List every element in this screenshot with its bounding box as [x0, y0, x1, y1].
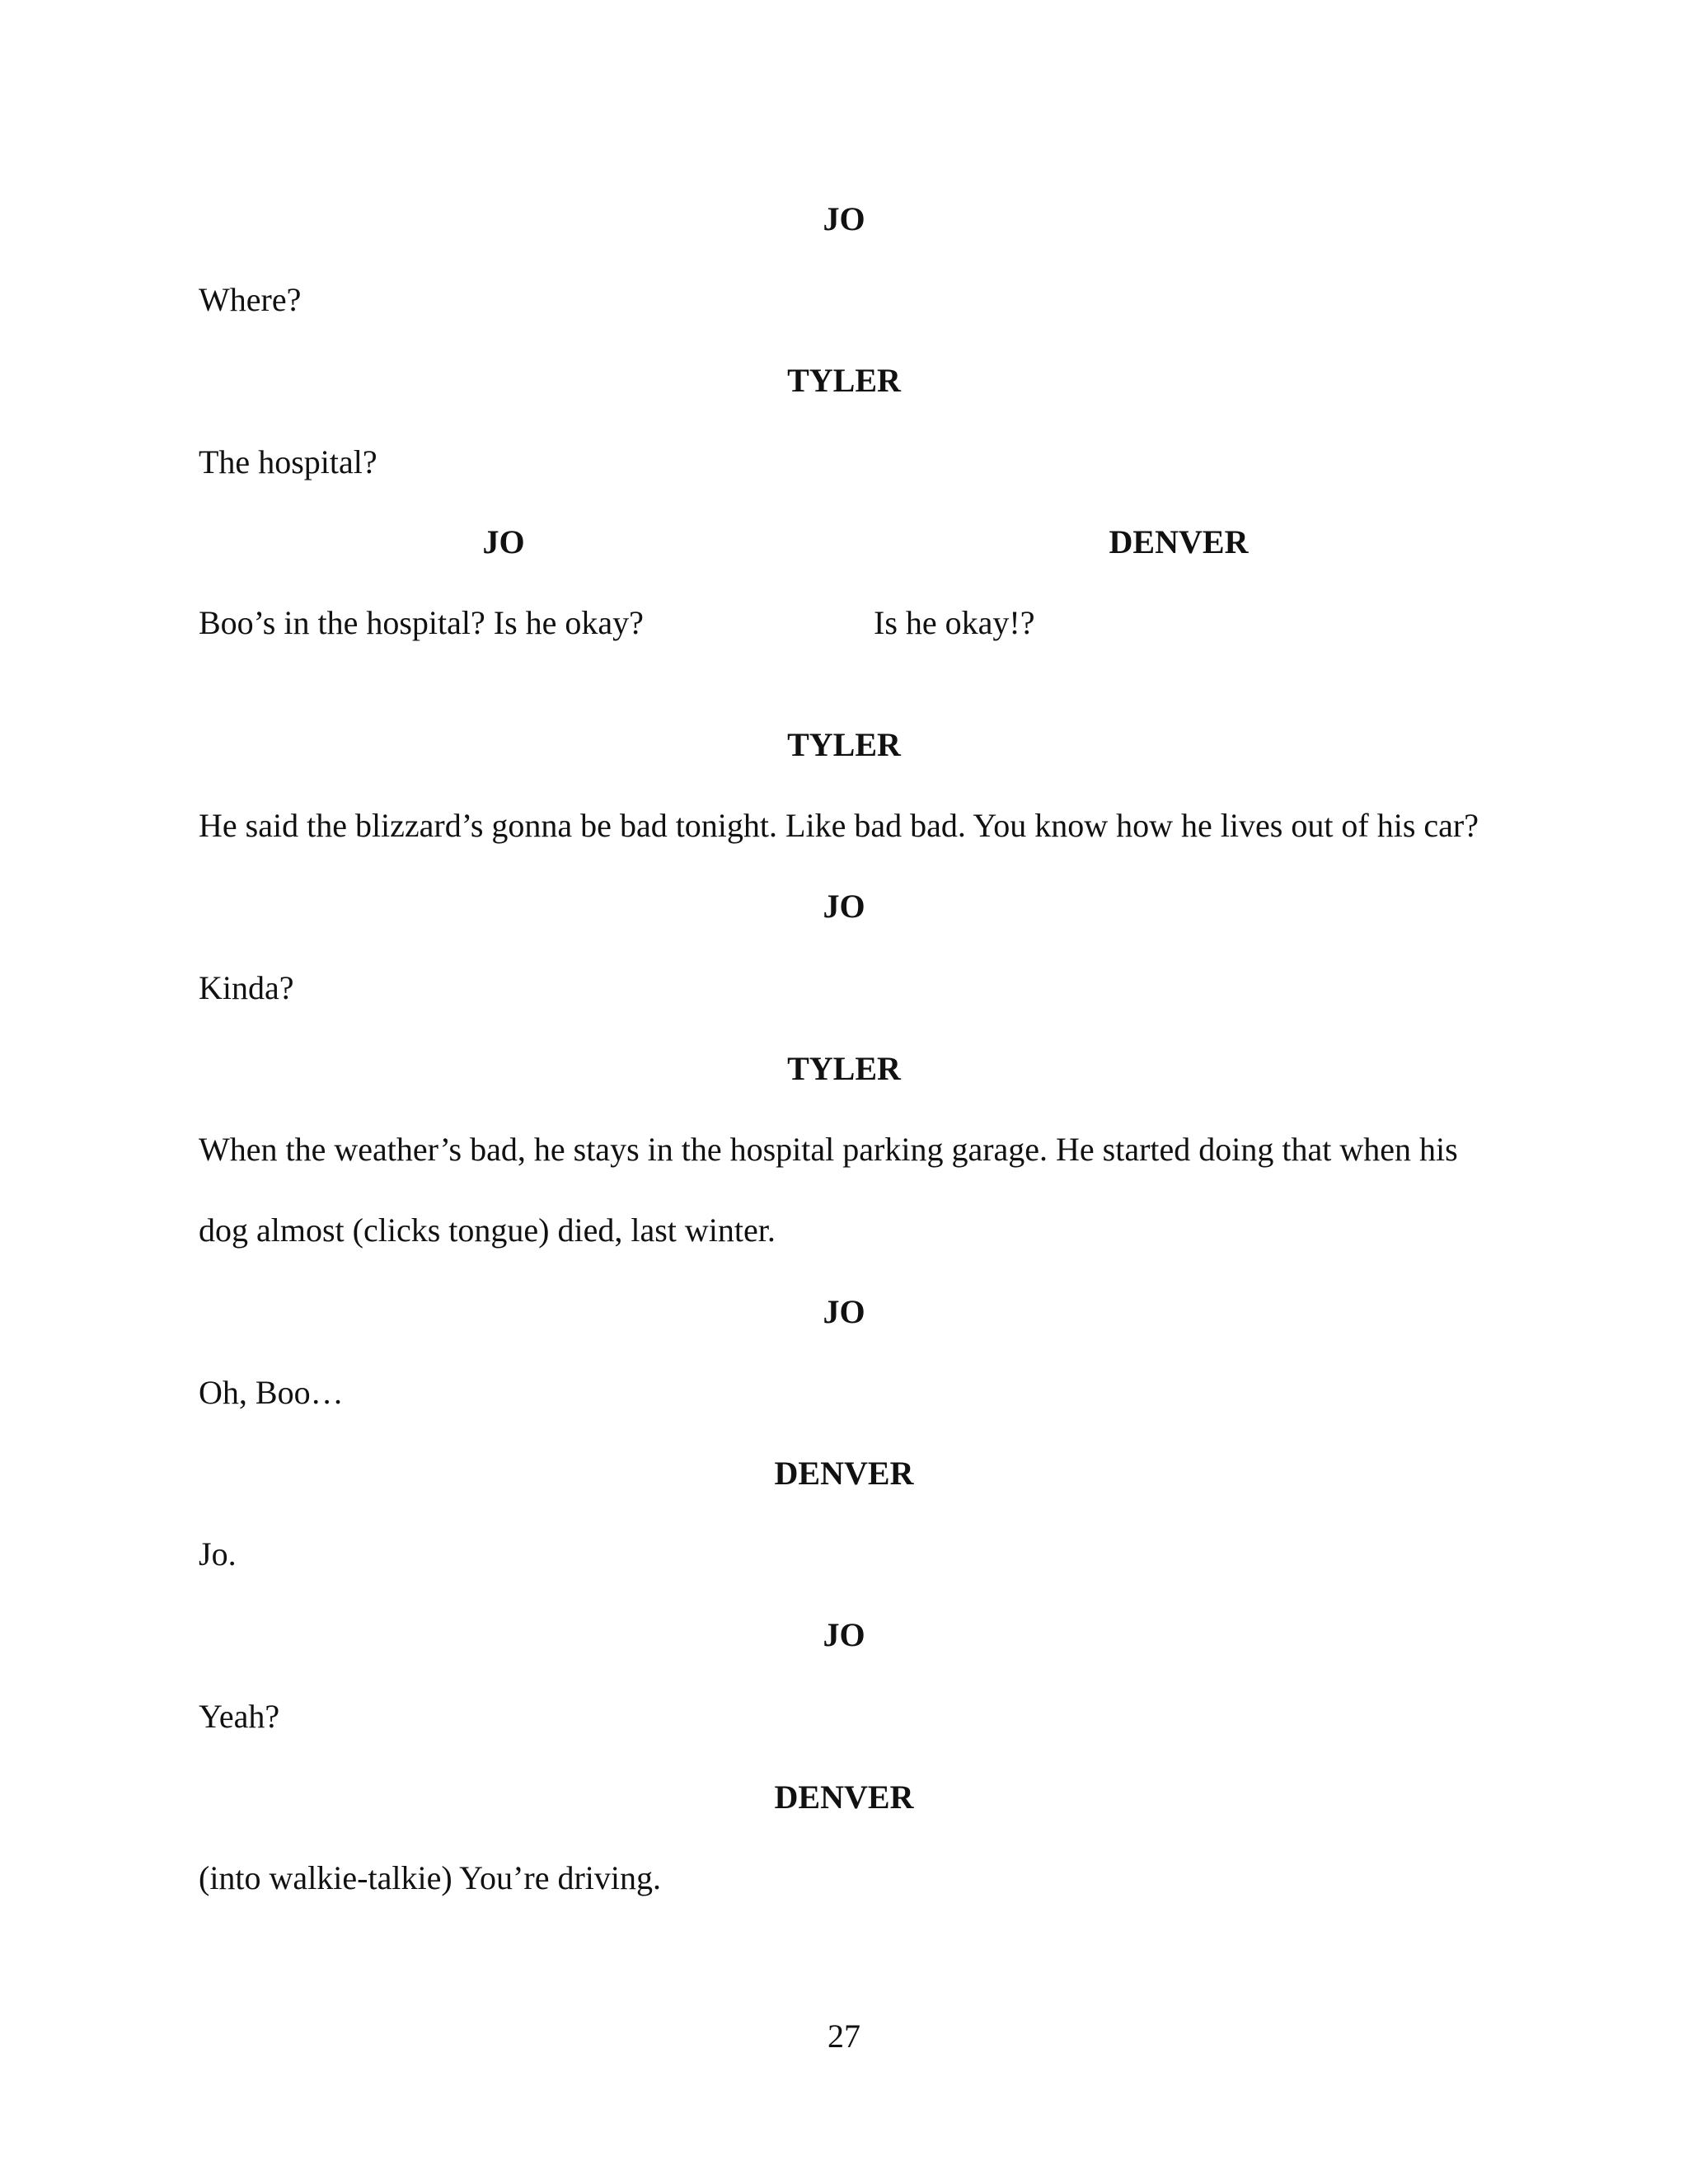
speaker-name: TYLER [787, 362, 901, 399]
dialogue-line: Yeah? [199, 1698, 280, 1735]
dialogue-line: Where? [199, 281, 302, 318]
dialogue-line: dog almost (clicks tongue) died, last winter. [199, 1212, 776, 1249]
dialogue-line: (into walkie-talkie) You’re driving. [199, 1859, 661, 1896]
speaker-name: JO [823, 1293, 865, 1330]
dialogue-line: The hospital? [199, 443, 377, 480]
dual-right-speaker-name: DENVER [1109, 523, 1249, 560]
dialogue-line: Oh, Boo… [199, 1374, 344, 1411]
page-number: 27 [828, 2018, 860, 2055]
dialogue-line: When the weather’s bad, he stays in the hospital parking garage. He started doing that when his [199, 1131, 1458, 1168]
dialogue-line: Jo. [199, 1535, 237, 1572]
speaker-name: TYLER [787, 1050, 901, 1087]
speaker-name: JO [823, 1616, 865, 1653]
dialogue-line: Kinda? [199, 969, 294, 1006]
dual-left-dialogue-line: Boo’s in the hospital? Is he okay? [199, 604, 644, 641]
speaker-name: JO [823, 200, 865, 237]
dialogue-line: He said the blizzard’s gonna be bad tonight. Like bad bad. You know how he lives out of his car? [199, 807, 1479, 844]
speaker-name: JO [823, 888, 865, 925]
speaker-name: DENVER [774, 1455, 914, 1492]
dual-left-speaker-name: JO [482, 523, 525, 560]
speaker-name: TYLER [787, 726, 901, 763]
dual-right-dialogue-line: Is he okay!? [874, 604, 1035, 641]
speaker-name: DENVER [774, 1779, 914, 1816]
